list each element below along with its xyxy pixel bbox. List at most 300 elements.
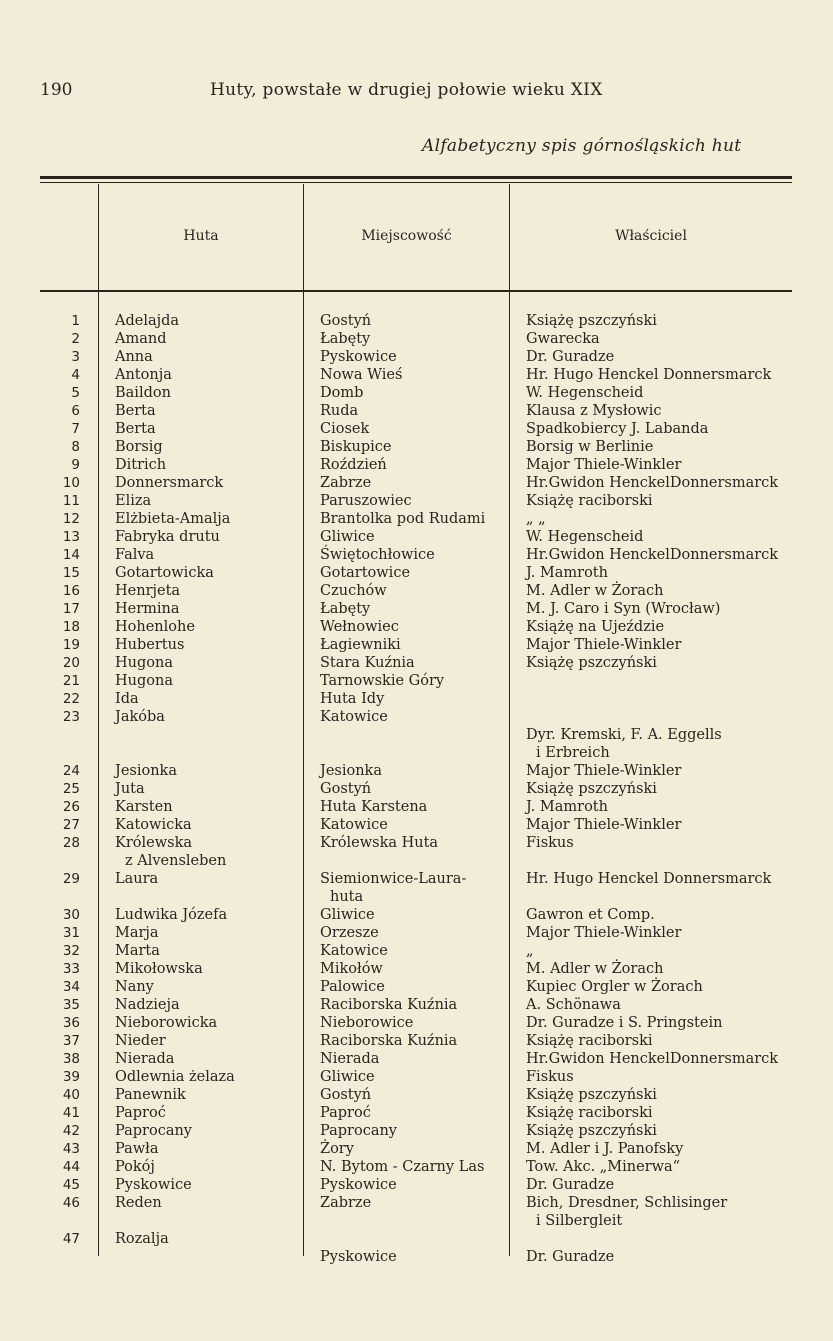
huta-name: Pyskowice: [115, 1177, 192, 1193]
owner-name-cell: [526, 1176, 614, 1194]
owner-name-cell: [526, 996, 621, 1014]
location-name: Domb: [320, 385, 364, 401]
row-number: 29: [62, 871, 80, 887]
owner-name-cell: [526, 1140, 683, 1158]
location-name: Mikołów: [320, 961, 383, 977]
owner-name: Dr. Guradze: [526, 1249, 615, 1265]
row-number: 36: [62, 1015, 80, 1031]
table-row: [0, 1122, 833, 1140]
table-row: [0, 654, 833, 672]
location-name-cell: [320, 798, 427, 816]
owner-name: Dr. Guradze: [526, 1177, 615, 1193]
table-row: [0, 600, 833, 618]
owner-name-cell: [526, 528, 643, 546]
row-number: 39: [62, 1069, 80, 1085]
location-name-cell: [320, 438, 391, 456]
huta-name-cell: [115, 636, 184, 654]
owner-name-cell: [526, 366, 771, 384]
huta-name-cell: [115, 1122, 192, 1140]
huta-name-cell: [115, 978, 154, 996]
huta-name-cell: [115, 672, 173, 690]
owner-name: Hr.Gwidon HenckelDonnersmarck: [526, 475, 779, 491]
owner-name-cell: [526, 924, 681, 942]
location-name-cell: [320, 366, 402, 384]
owner-name: Książę pszczyński: [526, 655, 657, 671]
huta-name-cell: [115, 348, 153, 366]
table-row: [0, 582, 833, 600]
location-name: huta: [330, 889, 364, 905]
owner-name: Książę pszczyński: [526, 781, 657, 797]
row-number: 7: [71, 421, 80, 437]
owner-name-cell: [526, 834, 574, 852]
location-name-cell: [320, 402, 358, 420]
location-name: Katowice: [320, 709, 388, 725]
table-row: [0, 1014, 833, 1032]
row-number: 18: [62, 619, 80, 635]
table-row: [0, 1032, 833, 1050]
row-number: 28: [62, 835, 80, 851]
location-name-cell: [320, 942, 388, 960]
huta-name-cell: [115, 402, 156, 420]
table-row: [0, 366, 833, 384]
location-name: Brantolka pod Rudami: [320, 511, 486, 527]
location-name-cell: [320, 528, 375, 546]
owner-name-cell: [526, 1086, 657, 1104]
table-row: [0, 510, 833, 528]
owner-name-cell: [526, 312, 657, 330]
huta-name: Marta: [115, 943, 160, 959]
location-name-cell: [320, 672, 444, 690]
huta-name: Paprocany: [115, 1123, 192, 1139]
table-row: [0, 1050, 833, 1068]
huta-name: Marja: [115, 925, 159, 941]
table-row: [0, 816, 833, 834]
row-number: 42: [62, 1123, 80, 1139]
location-name: Biskupice: [320, 439, 392, 455]
location-name-cell: [320, 1104, 371, 1122]
location-name-cell: [320, 564, 410, 582]
huta-name: Nieder: [115, 1033, 166, 1049]
location-name-cell: [320, 510, 485, 528]
table-row: [0, 438, 833, 456]
huta-name: Katowicka: [115, 817, 192, 833]
table-row: [0, 384, 833, 402]
column-header-wlasciciel: Właściciel: [615, 228, 687, 244]
row-number: 26: [62, 799, 80, 815]
location-name-cell: [320, 708, 388, 726]
table-row: [0, 402, 833, 420]
owner-name: M. Adler w Żorach: [526, 583, 664, 599]
owner-name: i Silbergleit: [536, 1213, 623, 1229]
location-name: Gostyń: [320, 781, 372, 797]
huta-name-cell: [115, 528, 220, 546]
huta-name-cell: [115, 1230, 169, 1248]
location-name: Nieborowice: [320, 1015, 414, 1031]
huta-name: Antonja: [115, 367, 172, 383]
owner-name: Dr. Guradze i S. Pringstein: [526, 1015, 723, 1031]
row-number: 10: [62, 475, 80, 491]
table-subtitle: Alfabetyczny spis górnośląskich hut: [422, 136, 742, 156]
huta-name-cell: [115, 834, 226, 870]
location-name-cell: [320, 1122, 397, 1140]
column-header-huta: Huta: [183, 228, 219, 244]
location-name: Królewska Huta: [320, 835, 439, 851]
owner-name: Fiskus: [526, 835, 574, 851]
location-name-cell: [320, 924, 379, 942]
owner-name: Fiskus: [526, 1069, 574, 1085]
table-row: [0, 564, 833, 582]
location-name: [320, 1230, 397, 1248]
owner-name-cell: [526, 960, 663, 978]
row-number: 47: [62, 1231, 80, 1247]
huta-name-cell: [115, 780, 145, 798]
location-name: Nierada: [320, 1051, 380, 1067]
location-name: Orzesze: [320, 925, 379, 941]
huta-name: Laura: [115, 871, 159, 887]
table-row: [0, 456, 833, 474]
row-number: 41: [62, 1105, 80, 1121]
huta-name: Królewska: [115, 835, 192, 851]
location-name-cell: [320, 618, 399, 636]
owner-name-cell: [526, 1122, 657, 1140]
column-header-miejscowosc: Miejscowość: [361, 228, 452, 244]
location-name: Jesionka: [320, 763, 382, 779]
row-number: 11: [62, 493, 80, 509]
owner-name-cell: [526, 942, 534, 960]
owner-name: Major Thiele-Winkler: [526, 925, 682, 941]
huta-name: Paproć: [115, 1105, 166, 1121]
location-name: Palowice: [320, 979, 385, 995]
header-rule: [40, 290, 792, 292]
owner-name: Major Thiele-Winkler: [526, 637, 682, 653]
table-row: [0, 672, 833, 690]
owner-name-cell: [526, 870, 771, 888]
location-name: Zabrze: [320, 475, 372, 491]
owner-name: Hr.Gwidon HenckelDonnersmarck: [526, 547, 779, 563]
location-name-cell: [320, 420, 369, 438]
owner-name-cell: [526, 1230, 614, 1266]
huta-name: Hugona: [115, 655, 173, 671]
top-rule-thin: [40, 182, 792, 183]
row-number: 15: [62, 565, 80, 581]
owner-name-cell: [526, 600, 720, 618]
location-name-cell: [320, 492, 412, 510]
row-number: 5: [71, 385, 80, 401]
table-row: [0, 1140, 833, 1158]
huta-name: Falva: [115, 547, 155, 563]
row-number: 45: [62, 1177, 80, 1193]
owner-name: Spadkobiercy J. Labanda: [526, 421, 709, 437]
owner-name: M. Adler w Żorach: [526, 961, 664, 977]
huta-name-cell: [115, 906, 227, 924]
location-name-cell: [320, 582, 387, 600]
huta-name-cell: [115, 366, 172, 384]
table-row: [0, 636, 833, 654]
huta-name-cell: [115, 384, 171, 402]
owner-name-cell: [526, 618, 664, 636]
huta-name: Ditrich: [115, 457, 167, 473]
huta-name: Berta: [115, 403, 156, 419]
owner-name: Książę na Ujeździe: [526, 619, 665, 635]
owner-name-cell: [526, 1014, 722, 1032]
huta-name: Odlewnia żelaza: [115, 1069, 235, 1085]
table-row: [0, 762, 833, 780]
location-name-cell: [320, 960, 383, 978]
location-name-cell: [320, 762, 382, 780]
location-name: Paproć: [320, 1105, 371, 1121]
row-number: 44: [62, 1159, 80, 1175]
huta-name-cell: [115, 546, 154, 564]
huta-name-cell: [115, 924, 159, 942]
owner-name: W. Hegenscheid: [526, 385, 644, 401]
huta-name: Hohenlohe: [115, 619, 195, 635]
huta-name: Nieborowicka: [115, 1015, 218, 1031]
location-name-cell: [320, 1140, 354, 1158]
row-number: 32: [62, 943, 80, 959]
location-name: Huta Idy: [320, 691, 385, 707]
location-name-cell: [320, 654, 415, 672]
owner-name: Dr. Guradze: [526, 349, 615, 365]
row-number: 13: [62, 529, 80, 545]
huta-name-cell: [115, 1068, 235, 1086]
location-name: Gliwice: [320, 529, 375, 545]
huta-name: Eliza: [115, 493, 152, 509]
huta-name-cell: [115, 1104, 166, 1122]
table-row: [0, 1194, 833, 1230]
table-row: [0, 780, 833, 798]
location-name-cell: [320, 906, 375, 924]
owner-name: Bich, Dresdner, Schlisinger: [526, 1195, 728, 1211]
table-row: [0, 1086, 833, 1104]
row-number: 22: [62, 691, 80, 707]
huta-name: Hermina: [115, 601, 180, 617]
owner-name-cell: [526, 816, 681, 834]
huta-name-cell: [115, 870, 158, 888]
huta-name: Anna: [115, 349, 153, 365]
location-name: Huta Karstena: [320, 799, 428, 815]
owner-name: Książę raciborski: [526, 493, 653, 509]
owner-name-cell: [526, 1194, 727, 1230]
location-name: Stara Kuźnia: [320, 655, 415, 671]
location-name: Łagiewniki: [320, 637, 401, 653]
huta-name-cell: [115, 1194, 162, 1212]
owner-name: [526, 1230, 614, 1248]
row-number: 8: [71, 439, 80, 455]
huta-name-cell: [115, 798, 173, 816]
location-name-cell: [320, 780, 371, 798]
location-name-cell: [320, 690, 384, 708]
owner-name: Hr. Hugo Henckel Donnersmarck: [526, 367, 772, 383]
owner-name: Książę raciborski: [526, 1105, 653, 1121]
owner-name-cell: [526, 636, 681, 654]
row-number: 35: [62, 997, 80, 1013]
huta-name-cell: [115, 1014, 217, 1032]
owner-name-cell: [526, 1158, 680, 1176]
owner-name-cell: [526, 762, 681, 780]
row-number: 43: [62, 1141, 80, 1157]
table-row: [0, 690, 833, 708]
location-name: Tarnowskie Góry: [320, 673, 445, 689]
location-name-cell: [320, 1230, 397, 1266]
table-row: [0, 978, 833, 996]
location-name: Pyskowice: [320, 349, 397, 365]
location-name: Gotartowice: [320, 565, 411, 581]
table-row: [0, 1176, 833, 1194]
huta-name: Nadzieja: [115, 997, 180, 1013]
owner-name: A. Schönawa: [526, 997, 621, 1013]
huta-name: Pawła: [115, 1141, 159, 1157]
location-name: Gostyń: [320, 313, 372, 329]
huta-name-cell: [115, 1176, 192, 1194]
huta-name-cell: [115, 600, 180, 618]
table-row: [0, 528, 833, 546]
huta-name-cell: [115, 330, 167, 348]
row-number: 33: [62, 961, 80, 977]
huta-name: Amand: [115, 331, 167, 347]
owner-name-cell: [526, 492, 653, 510]
huta-name: Jesionka: [115, 763, 177, 779]
location-name: Siemionwice-Laura-: [320, 871, 467, 887]
huta-name-cell: [115, 762, 177, 780]
location-name: Czuchów: [320, 583, 387, 599]
location-name-cell: [320, 996, 457, 1014]
owner-name-cell: [526, 1032, 653, 1050]
table-row: [0, 330, 833, 348]
owner-name: Tow. Akc. „Minerwa“: [526, 1159, 681, 1175]
location-name-cell: [320, 978, 385, 996]
location-name-cell: [320, 1050, 379, 1068]
location-name: Raciborska Kuźnia: [320, 997, 458, 1013]
owner-name-cell: [526, 402, 661, 420]
huta-name: Adelajda: [115, 313, 180, 329]
owner-name: Kupiec Orgler w Żorach: [526, 979, 703, 995]
owner-name-cell: [526, 438, 653, 456]
row-number: 1: [71, 313, 80, 329]
table-row: [0, 960, 833, 978]
row-number: 21: [62, 673, 80, 689]
huta-name: Baildon: [115, 385, 171, 401]
location-name-cell: [320, 1032, 457, 1050]
location-name: Paprocany: [320, 1123, 397, 1139]
owner-name: Klausa z Mysłowic: [526, 403, 662, 419]
huta-name-cell: [115, 1158, 155, 1176]
row-number: 4: [71, 367, 80, 383]
huta-name-cell: [115, 474, 223, 492]
owner-name-cell: [526, 708, 722, 762]
huta-name-cell: [115, 996, 180, 1014]
row-number: 24: [62, 763, 80, 779]
owner-name-cell: [526, 978, 703, 996]
huta-name: Berta: [115, 421, 156, 437]
owner-name: Książę pszczyński: [526, 1123, 657, 1139]
table-row: [0, 618, 833, 636]
owner-name: i Erbreich: [536, 745, 610, 761]
location-name: Raciborska Kuźnia: [320, 1033, 458, 1049]
row-number: 40: [62, 1087, 80, 1103]
huta-name-cell: [115, 942, 160, 960]
table-row: [0, 1068, 833, 1086]
table-row: [0, 798, 833, 816]
owner-name: Borsig w Berlinie: [526, 439, 654, 455]
table-row: [0, 906, 833, 924]
huta-name-cell: [115, 960, 203, 978]
huta-name-cell: [115, 1140, 159, 1158]
huta-name-cell: [115, 312, 179, 330]
owner-name-cell: [526, 1104, 653, 1122]
huta-name-cell: [115, 456, 166, 474]
location-name: Katowice: [320, 817, 388, 833]
huta-name: Ludwika Józefa: [115, 907, 228, 923]
owner-name-cell: [526, 780, 657, 798]
table-row: [0, 834, 833, 870]
owner-name: J. Mamroth: [526, 565, 608, 581]
huta-name: Reden: [115, 1195, 162, 1211]
owner-name-cell: [526, 420, 708, 438]
owner-name-cell: [526, 456, 681, 474]
owner-name: Hr.Gwidon HenckelDonnersmarck: [526, 1051, 779, 1067]
location-name-cell: [320, 384, 363, 402]
owner-name: Gawron et Comp.: [526, 907, 655, 923]
huta-name: z Alvensleben: [125, 853, 227, 869]
location-name-cell: [320, 1158, 484, 1176]
location-name: Świętochłowice: [320, 547, 435, 563]
location-name-cell: [320, 816, 388, 834]
table-row: [0, 924, 833, 942]
huta-name-cell: [115, 654, 173, 672]
location-name-cell: [320, 474, 371, 492]
row-number: 30: [62, 907, 80, 923]
location-name-cell: [320, 1086, 371, 1104]
row-number: 9: [71, 457, 80, 473]
huta-name-cell: [115, 582, 180, 600]
table-row: [0, 348, 833, 366]
owner-name-cell: [526, 384, 643, 402]
row-number: 34: [62, 979, 80, 995]
owner-name: W. Hegenscheid: [526, 529, 644, 545]
owner-name: „ „: [526, 511, 546, 527]
location-name-cell: [320, 834, 438, 852]
table-row: [0, 1104, 833, 1122]
owner-name: Hr. Hugo Henckel Donnersmarck: [526, 871, 772, 887]
row-number: 37: [62, 1033, 80, 1049]
owner-name: Major Thiele-Winkler: [526, 763, 682, 779]
huta-name: Karsten: [115, 799, 173, 815]
owner-name-cell: [526, 510, 546, 528]
running-title: Huty, powstałe w drugiej połowie wieku XIX: [210, 80, 603, 100]
huta-name-cell: [115, 420, 156, 438]
owner-name-cell: [526, 348, 614, 366]
location-name-cell: [320, 636, 401, 654]
huta-name-cell: [115, 1050, 174, 1068]
owner-name-cell: [526, 906, 655, 924]
table-row: [0, 492, 833, 510]
huta-name-cell: [115, 618, 195, 636]
location-name: Gliwice: [320, 907, 375, 923]
row-number: 17: [62, 601, 80, 617]
location-name: N. Bytom - Czarny Las: [320, 1159, 485, 1175]
huta-name: Hugona: [115, 673, 173, 689]
location-name-cell: [320, 546, 435, 564]
location-name-cell: [320, 456, 387, 474]
location-name: Gostyń: [320, 1087, 372, 1103]
huta-name: Panewnik: [115, 1087, 186, 1103]
row-number: 19: [62, 637, 80, 653]
huta-name: Mikołowska: [115, 961, 203, 977]
owner-name: M. Adler i J. Panofsky: [526, 1141, 684, 1157]
row-number: 20: [62, 655, 80, 671]
huta-name: Hubertus: [115, 637, 185, 653]
owner-name-cell: [526, 654, 657, 672]
